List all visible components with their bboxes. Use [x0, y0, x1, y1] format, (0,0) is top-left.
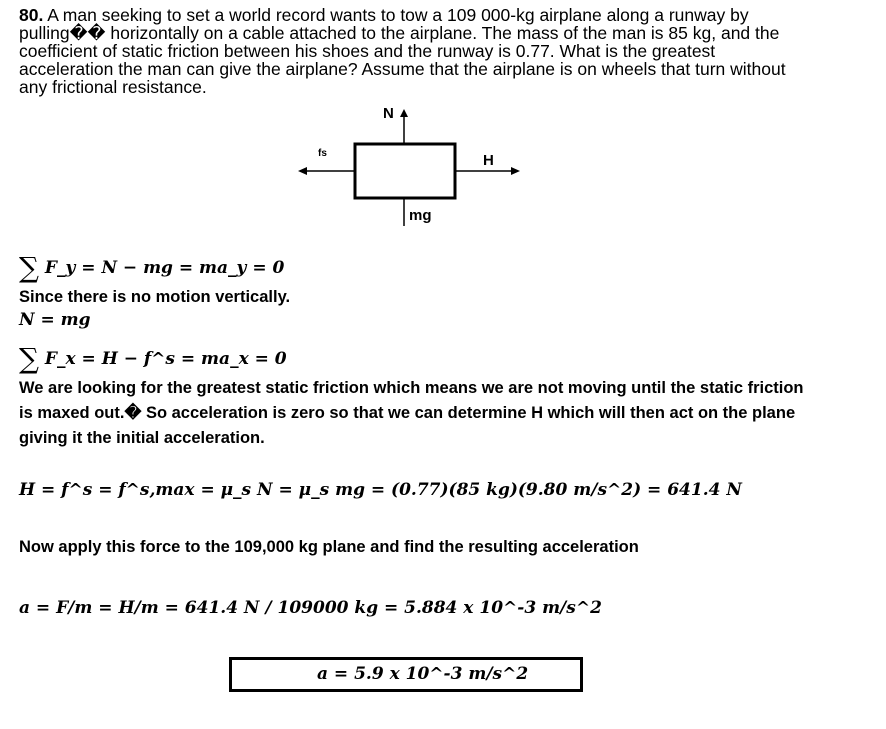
tension-force-label: H — [483, 152, 494, 169]
problem-number: 80. — [19, 5, 44, 25]
acceleration-calculation: a = F/m = H/m = 641.4 N / 109000 kg = 5.884 x 10^-3 m/s^2 — [19, 598, 602, 618]
body-box — [355, 144, 455, 198]
sum-fy-equation — [19, 247, 285, 284]
sum-fy-text: F_y = N − mg = ma_y = 0 — [44, 258, 285, 278]
free-body-diagram — [0, 0, 886, 240]
explanation-paragraph — [19, 376, 819, 451]
sum-fx-equation — [19, 338, 287, 375]
friction-force-label: fs — [318, 148, 327, 159]
summation-symbol: ∑ — [19, 251, 39, 284]
problem-text-b: horizontally on a cable attached to the airplane. The mass of the man is 85 kg, and the coefficient of static friction between his shoes and the runway is 0.77. What is the greatest acceleration the man can give the airplane? Assume that the airplane is on wheels that turn without any frictional resistance. — [19, 23, 786, 97]
apply-note: Now apply this force to the 109,000 kg plane and find the resulting acceleration — [19, 538, 639, 556]
normal-arrowhead-icon — [400, 109, 408, 117]
explanation-text-a: We are looking for the greatest static friction which means we are not moving until the static friction is maxed out. — [19, 379, 804, 422]
explanation-text-b: So acceleration is zero so that we can determine H which will then act on the plane giving it the initial acceleration. — [19, 404, 796, 447]
problem-text-a: A man seeking to set a world record wants to tow a 109 000-kg airplane along a runway by pulling — [19, 5, 749, 43]
replacement-glyph: �� — [69, 23, 106, 43]
final-answer: a = 5.9 x 10^-3 m/s^2 — [317, 664, 529, 684]
sum-fx-text: F_x = H − f^s = ma_x = 0 — [44, 349, 287, 369]
vertical-note: Since there is no motion vertically. — [19, 288, 291, 306]
friction-arrowhead-icon — [298, 167, 307, 175]
summation-symbol: ∑ — [19, 342, 39, 375]
n-equals-mg: N = mg — [19, 310, 91, 330]
tension-arrowhead-icon — [511, 167, 520, 175]
replacement-glyph: � — [124, 404, 142, 422]
h-calculation: H = f^s = f^s,max = μ_s N = μ_s mg = (0.77)(85 kg)(9.80 m/s^2) = 641.4 N — [19, 480, 742, 500]
weight-force-label: mg — [409, 207, 432, 224]
normal-force-label: N — [383, 105, 394, 122]
